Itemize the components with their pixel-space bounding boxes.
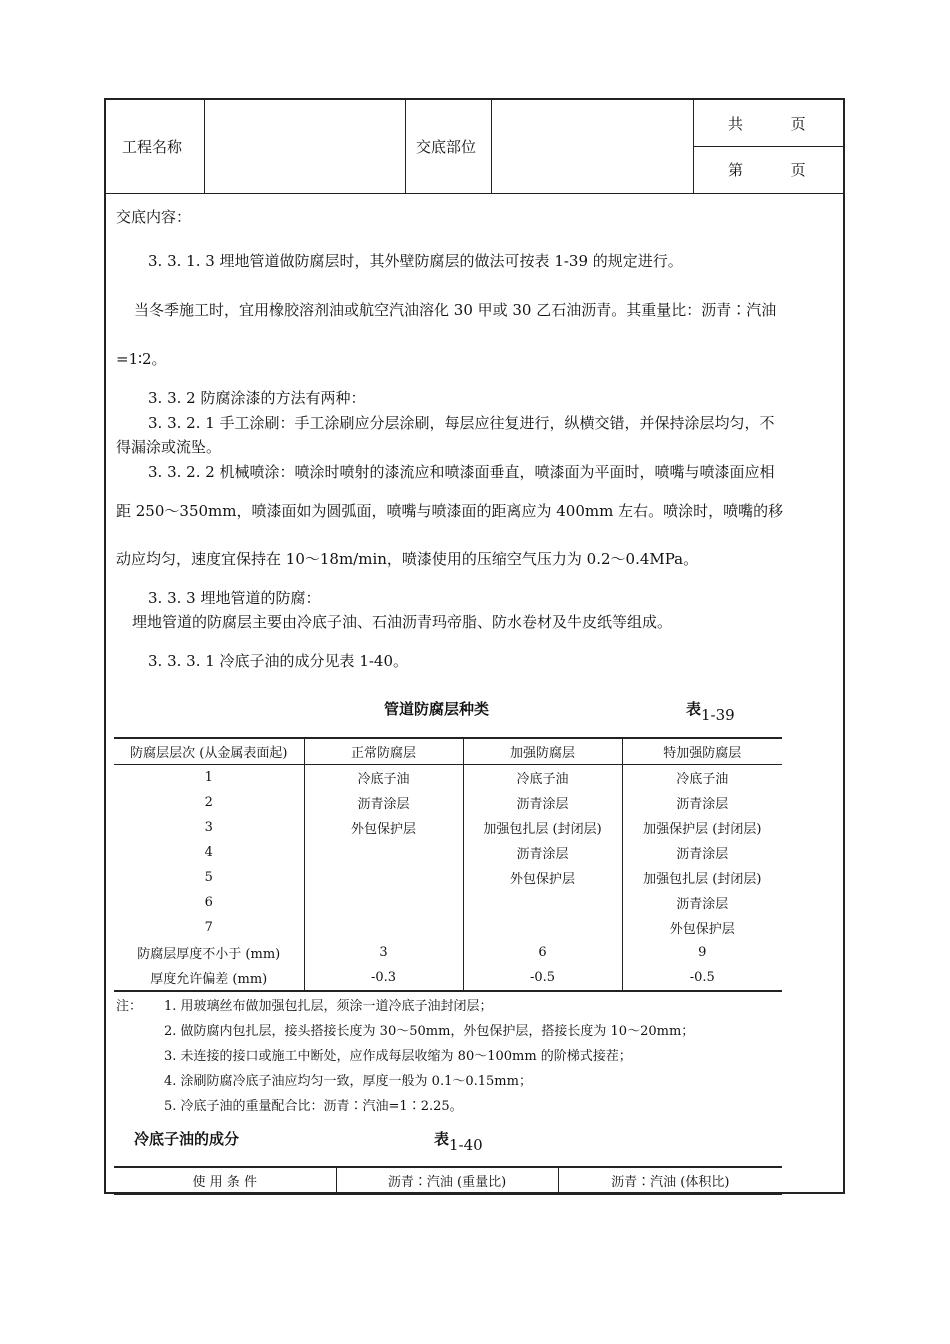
divider — [693, 146, 843, 147]
table-cell: 2 — [204, 795, 213, 810]
table-cell: 5 — [204, 870, 213, 885]
paragraph: 得漏涂或流坠。 — [116, 438, 222, 456]
table-notes — [116, 994, 694, 1119]
table-cell — [304, 865, 463, 890]
table-header-row — [114, 738, 782, 765]
column-header: 使 用 条 件 — [192, 1175, 257, 1190]
table-row — [114, 965, 782, 991]
column-header: 特加强防腐层 — [622, 738, 782, 765]
page-number: 第 页 — [728, 161, 806, 179]
disclosure-form — [104, 98, 845, 1194]
note-item: 2. 做防腐内包扎层，接头搭接长度为 30～50mm，外包保护层，搭接长度为 10～20mm； — [164, 1024, 695, 1039]
note-item: 3. 未连接的接口或施工中断处，应作成每层收缩为 80～100mm 的阶梯式接茬； — [164, 1049, 632, 1064]
table-1-40-title: 冷底子油的成分 — [134, 1130, 240, 1148]
table-cell: -0.5 — [463, 965, 622, 991]
table-number: 1-40 — [449, 1136, 483, 1154]
column-header: 防腐层层次 (从金属表面起) — [114, 738, 304, 765]
paragraph: 当冬季施工时，宜用橡胶溶剂油或航空汽油溶化 30 甲或 30 乙石油沥青。其重量比：沥青∶汽油 — [134, 301, 777, 319]
table-cell: 1 — [204, 770, 213, 785]
notes-prefix: 注： — [116, 999, 143, 1014]
table-cell — [304, 840, 463, 865]
table-cell: 沥青涂层 — [622, 840, 782, 865]
table-cell: 外包保护层 — [622, 915, 782, 940]
table-cell: 防腐层厚度不小于 (mm) — [137, 947, 281, 962]
paragraph: =1∶2。 — [116, 350, 167, 368]
table-cell: 9 — [622, 940, 782, 965]
table-row — [114, 940, 782, 965]
table-cell — [463, 890, 622, 915]
paragraph: 埋地管道的防腐层主要由冷底子油、石油沥青玛帝脂、防水卷材及牛皮纸等组成。 — [132, 613, 673, 631]
table-row — [114, 815, 782, 840]
table-header-row — [114, 1167, 782, 1194]
table-cell: 加强包扎层 (封闭层) — [463, 815, 622, 840]
table-cell — [463, 915, 622, 940]
note-item: 注： 1. 用玻璃丝布做加强包扎层，须涂一道冷底子油封闭层； — [116, 994, 694, 1019]
table-cell: 外包保护层 — [304, 815, 463, 840]
table-cell: 冷底子油 — [463, 765, 622, 791]
divider — [204, 100, 205, 193]
paragraph: 3. 3. 2. 2 机械喷涂：喷涂时喷射的漆流应和喷漆面垂直，喷漆面为平面时，喷嘴与喷漆面应相 — [148, 463, 775, 481]
table-cell: 7 — [204, 920, 213, 935]
table-cell — [304, 890, 463, 915]
table-cell: 外包保护层 — [463, 865, 622, 890]
table-number: 1-39 — [701, 706, 735, 724]
table-label: 表 — [434, 1130, 450, 1148]
table-1-39-caption — [686, 698, 735, 724]
paragraph: 3. 3. 3. 1 冷底子油的成分见表 1-40。 — [148, 652, 409, 670]
table-cell — [304, 915, 463, 940]
table-cell: 沥青涂层 — [463, 790, 622, 815]
table-cell: 冷底子油 — [304, 765, 463, 791]
table-1-40 — [114, 1166, 782, 1195]
table-cell: 沥青涂层 — [304, 790, 463, 815]
table-row — [114, 890, 782, 915]
table-cell: -0.5 — [622, 965, 782, 991]
column-header: 沥青∶汽油 (重量比) — [336, 1167, 558, 1194]
table-cell: 6 — [204, 895, 213, 910]
note-item: 5. 冷底子油的重量配合比：沥青∶汽油=1∶2.25。 — [164, 1099, 463, 1114]
paragraph: 3. 3. 2 防腐涂漆的方法有两种： — [148, 389, 366, 407]
paragraph: 3. 3. 2. 1 手工涂刷：手工涂刷应分层涂刷，每层应往复进行，纵横交错，并保持涂层均匀，不 — [148, 414, 775, 432]
table-cell: 4 — [204, 845, 213, 860]
table-cell: -0.3 — [304, 965, 463, 991]
table-row — [114, 865, 782, 890]
table-cell: 冷底子油 — [622, 765, 782, 791]
paragraph: 3. 3. 3 埋地管道的防腐： — [148, 589, 321, 607]
table-cell: 3 — [304, 940, 463, 965]
paragraph: 3. 3. 1. 3 埋地管道做防腐层时，其外壁防腐层的做法可按表 1-39 的规定进行。 — [148, 252, 683, 270]
table-cell: 沥青涂层 — [622, 890, 782, 915]
table-cell: 6 — [463, 940, 622, 965]
form-header — [106, 100, 843, 194]
table-cell: 沥青涂层 — [463, 840, 622, 865]
table-1-39 — [114, 737, 782, 992]
table-row — [114, 915, 782, 940]
project-name-label: 工程名称 — [122, 138, 183, 156]
table-1-40-caption — [434, 1128, 483, 1154]
table-row — [114, 765, 782, 791]
table-cell: 沥青涂层 — [622, 790, 782, 815]
column-header: 沥青∶汽油 (体积比) — [558, 1167, 782, 1194]
table-cell: 厚度允许偏差 (mm) — [150, 972, 268, 987]
divider — [405, 100, 406, 193]
disclosure-part-label: 交底部位 — [416, 138, 477, 156]
table-cell: 加强包扎层 (封闭层) — [622, 865, 782, 890]
paragraph: 距 250～350mm，喷漆面如为圆弧面，喷嘴与喷漆面的距离应为 400mm 左右。喷涂时，喷嘴的移 — [116, 502, 784, 520]
note-item: 4. 涂刷防腐冷底子油应均匀一致，厚度一般为 0.1～0.15mm； — [164, 1074, 532, 1089]
column-header: 正常防腐层 — [304, 738, 463, 765]
column-header: 加强防腐层 — [463, 738, 622, 765]
table-1-39-title: 管道防腐层种类 — [384, 700, 490, 718]
table-row — [114, 790, 782, 815]
table-row — [114, 840, 782, 865]
divider — [491, 100, 492, 193]
table-cell: 加强保护层 (封闭层) — [622, 815, 782, 840]
table-label: 表 — [686, 700, 702, 718]
paragraph: 动应均匀，速度宜保持在 10～18m/min，喷漆使用的压缩空气压力为 0.2～0.4MPa。 — [116, 550, 699, 568]
total-pages: 共 页 — [728, 115, 806, 133]
content-label: 交底内容： — [116, 208, 192, 226]
table-cell: 3 — [204, 820, 213, 835]
